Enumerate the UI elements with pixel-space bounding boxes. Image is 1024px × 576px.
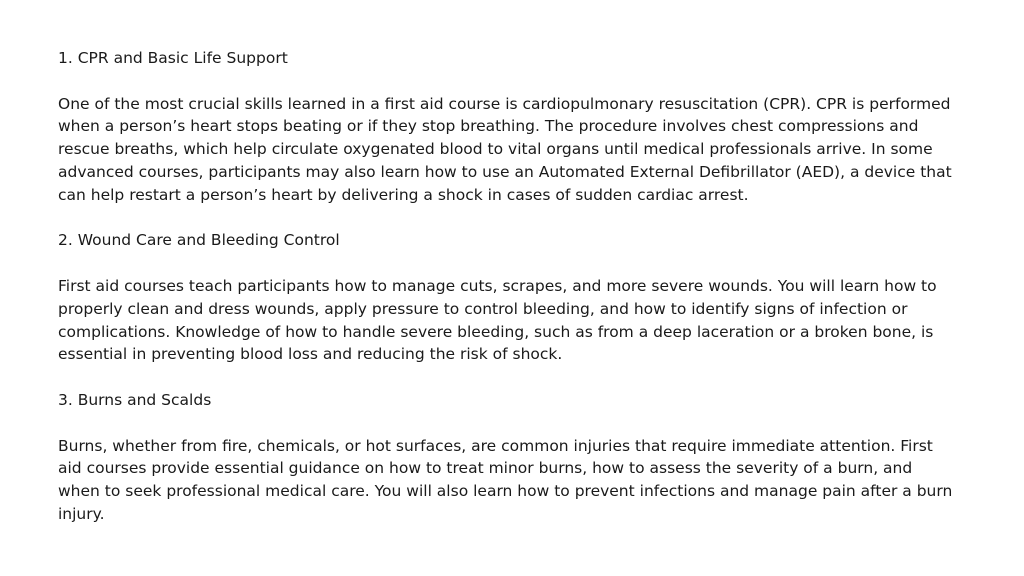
document-body <box>58 47 958 549</box>
section-body-wound-care: First aid courses teach participants how to manage cuts, scrapes, and more severe wounds. You will learn how to properly clean and dress wounds, apply pressure to control bleeding, and how to identify signs of infection or complications. Knowledge of how to handle severe bleeding, such as from a deep laceration or a broken bone, is essential in preventing blood loss and reducing the risk of shock. <box>58 276 937 364</box>
section-body-cpr: One of the most crucial skills learned in a first aid course is cardiopulmonary resuscitation (CPR). CPR is performed when a person’s heart stops beating or if they stop breathing. The procedure involves chest compressions and rescue breaths, which help circulate oxygenated blood to vital organs until medical professionals arrive. In some advanced courses, participants may also learn how to use an Automated External Defibrillator (AED), a device that can help restart a person’s heart by delivering a shock in cases of sudden cardiac arrest. <box>58 94 952 204</box>
section-body-burns: Burns, whether from fire, chemicals, or hot surfaces, are common injuries that require immediate attention. First aid courses provide essential guidance on how to treat minor burns, how to assess the severity of a burn, and when to seek professional medical care. You will also learn how to prevent infections and manage pain after a burn injury. <box>58 436 953 523</box>
section-heading-burns: 3. Burns and Scalds <box>58 390 212 409</box>
section-heading-cpr: 1. CPR and Basic Life Support <box>58 49 288 67</box>
section-heading-wound-care: 2. Wound Care and Bleeding Control <box>58 231 340 250</box>
